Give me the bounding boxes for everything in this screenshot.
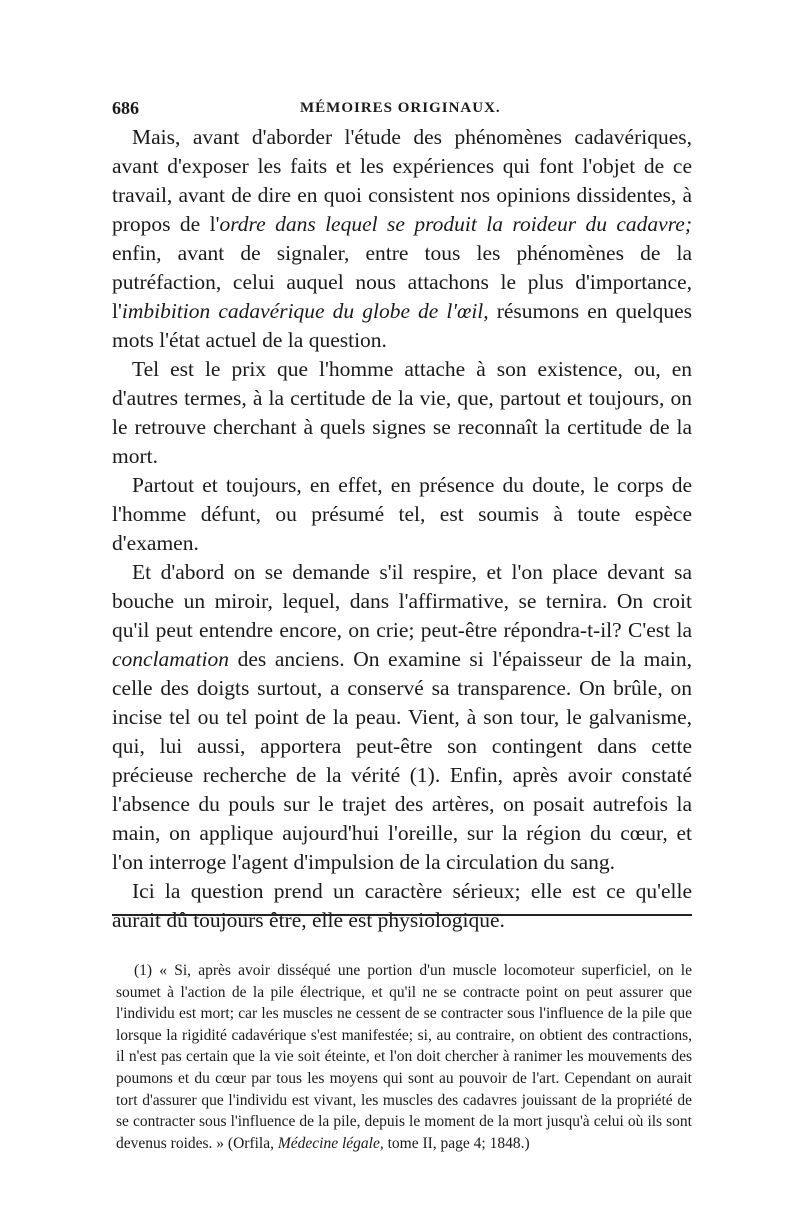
footnote-citation-title: Médecine légale: [277, 1134, 380, 1152]
running-title: MÉMOIRES ORIGINAUX.: [300, 100, 501, 116]
paragraph-4-text-a: Et d'abord on se demande s'il respire, et l'on place devant sa bouche un miroir, lequel, dans l'affirmative, se ternira. On croit qu'il peut entendre encore, on crie; peut-être répondra-t-il? C'est la: [112, 560, 692, 642]
footnote-text-b: , tome II, page 4; 1848.): [379, 1134, 530, 1152]
footnote-text-a: (1) « Si, après avoir disséqué une portion d'un muscle locomoteur superficiel, on le soumet à l'action de la pile électrique, et qu'il ne se contracte point on peut assurer que l'individu est mort; car les muscles ne cessent de se contracter sous l'influence de la pile que lorsque la rigidité cadavérique s'est manifestée; si, au contraire, on obtient des contractions, il n'est pas certain que la vie soit éteinte, et l'on doit chercher à ranimer les mouvements des poumons et du cœur par tous les moyens qui sont au pouvoir de l'art. Cependant on aurait tort d'assurer que l'individu est vivant, les muscles des cadavres jouissant de la propriété de se contracter sous l'influence de la pile, depuis le moment de la mort jusqu'à celui où ils sont devenus roides. » (Orfila,: [116, 962, 692, 1152]
paragraph-3: Partout et toujours, en effet, en présence du doute, le corps de l'homme défunt, ou présumé tel, est soumis à toute espèce d'examen.: [112, 473, 692, 555]
paragraph-1-italic-a: ordre dans lequel se produit la roideur du cadavre;: [219, 212, 692, 236]
paragraph-4-text-b: des anciens. On examine si l'épaisseur de la main, celle des doigts surtout, a conservé sa transparence. On brûle, on incise tel ou tel point de la peau. Vient, à son tour, le galvanisme, qui, lui aussi, apportera peut-être son contingent dans cette précieuse recherche de la vérité (1). Enfin, après avoir constaté l'absence du pouls sur le trajet des artères, on posait autrefois la main, on applique aujourd'hui l'oreille, sur la région du cœur, et l'on interroge l'agent d'impulsion de la circulation du sang.: [112, 647, 692, 874]
paragraph-5: Ici la question prend un caractère sérieux; elle est ce qu'elle aurait dû toujours être, elle est physiologique.: [112, 879, 692, 932]
paragraph-4-italic: conclamation: [112, 647, 230, 671]
page-number: 686: [112, 98, 139, 118]
footnote-separator: [112, 914, 692, 916]
paragraph-1-text-a: Mais, avant d'aborder l'étude des phénomènes cadavériques, avant d'exposer les faits et les expériences qui font l'objet de ce travail, avant de dire en quoi consistent nos opinions dissidentes, à propos de l': [112, 125, 692, 236]
paragraph-1-text-c: résumons en quelques mots l'état actuel de la question.: [112, 299, 692, 352]
footnotes: [116, 960, 692, 1154]
footnote-1: [116, 960, 692, 1154]
paragraph-1: [112, 123, 692, 355]
paragraph-1-text-b: enfin, avant de signaler, entre tous les phénomènes de la putréfaction, celui auquel nous attachons le plus d'importance, l': [112, 241, 692, 323]
paragraph-1-italic-b: imbibition cadavérique du globe de l'œil,: [121, 299, 489, 323]
main-text: [112, 123, 692, 935]
paragraph-4: [112, 558, 692, 877]
paragraph-2: Tel est le prix que l'homme attache à son existence, ou, en d'autres termes, à la certitude de la vie, que, partout et toujours, on le retrouve cherchant à quels signes se reconnaît la certitude de la mort.: [112, 357, 692, 468]
